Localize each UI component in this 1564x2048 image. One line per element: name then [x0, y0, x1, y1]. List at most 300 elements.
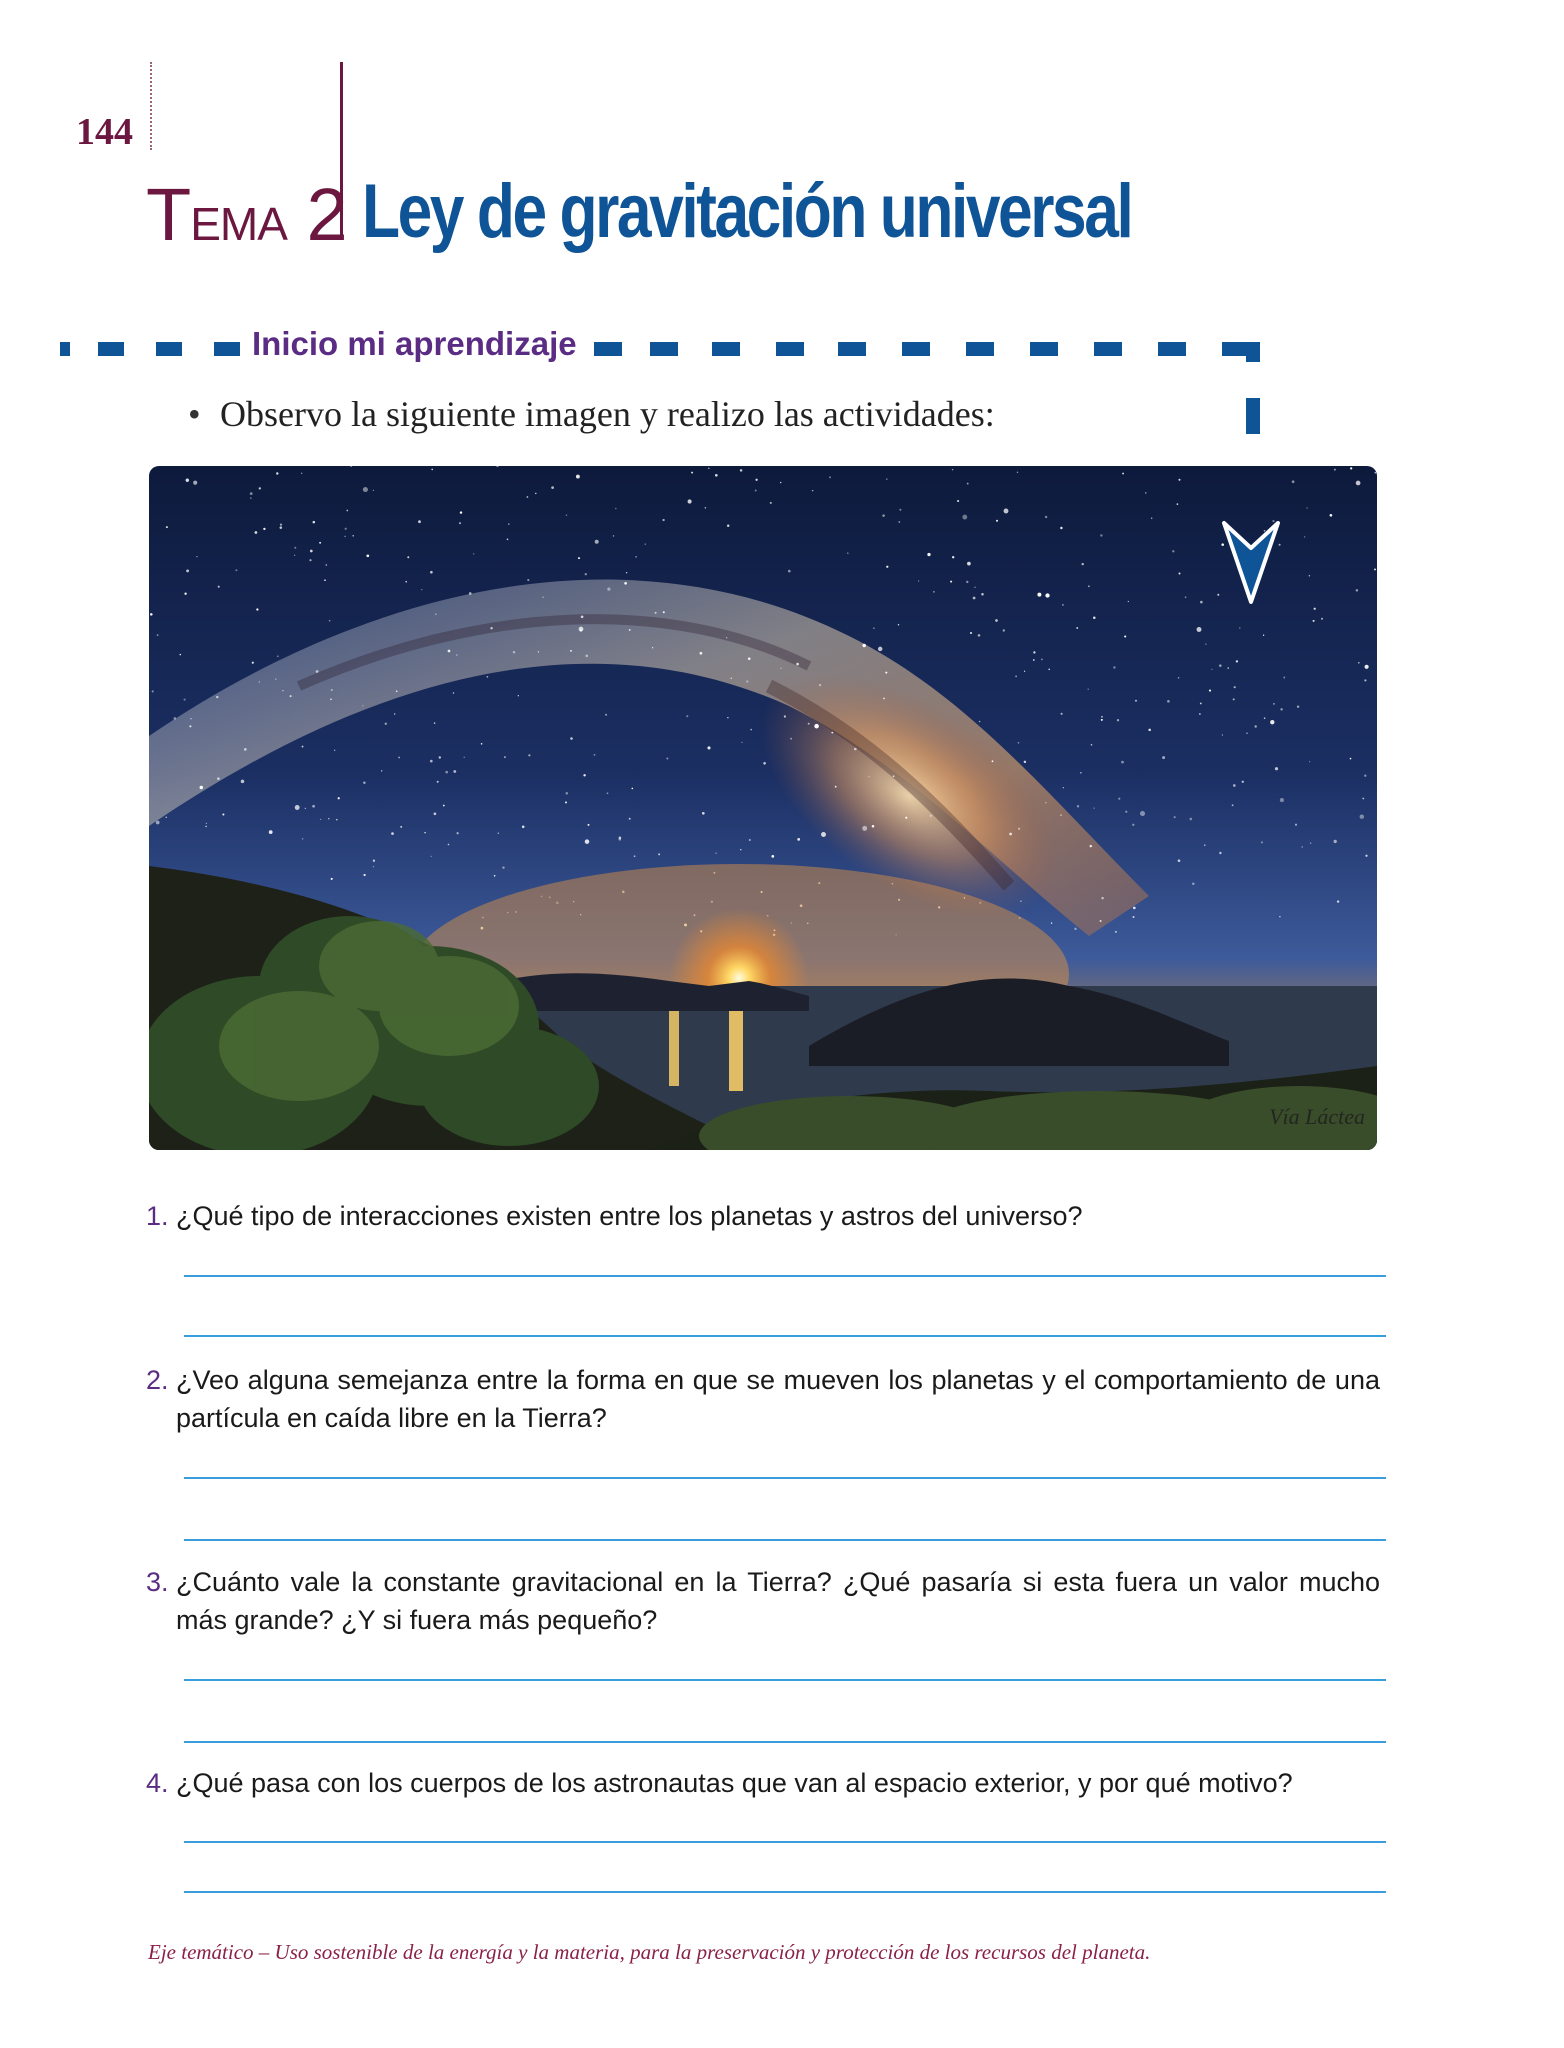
star	[1199, 713, 1201, 715]
milky-way-illustration	[149, 466, 1377, 1150]
star	[700, 652, 703, 655]
star	[686, 715, 688, 717]
star	[1018, 742, 1020, 744]
star	[1024, 671, 1025, 672]
star	[352, 535, 354, 537]
star	[878, 647, 882, 651]
star	[1234, 686, 1236, 688]
star	[275, 678, 276, 679]
star	[1297, 705, 1299, 707]
star	[780, 482, 782, 484]
star	[157, 634, 159, 636]
star	[551, 486, 554, 489]
star	[366, 554, 369, 557]
star	[216, 696, 218, 698]
answer-line[interactable]	[184, 1841, 1386, 1843]
star	[731, 677, 733, 679]
star	[464, 757, 465, 758]
star	[1151, 518, 1152, 519]
dash-segment	[1246, 342, 1260, 362]
dash-segment	[594, 342, 622, 356]
star	[513, 651, 515, 653]
star	[1033, 651, 1035, 653]
star	[1004, 509, 1009, 514]
star	[1093, 616, 1096, 619]
star	[588, 824, 590, 826]
star	[434, 722, 435, 723]
bullet: •	[188, 394, 201, 434]
star	[624, 582, 627, 585]
star	[391, 832, 394, 835]
star	[978, 634, 981, 637]
star	[957, 500, 959, 502]
star	[658, 853, 660, 855]
question-number: 4.	[146, 1768, 169, 1798]
star	[755, 479, 757, 481]
star	[1094, 808, 1095, 809]
star	[594, 754, 596, 756]
star	[1295, 824, 1297, 826]
star	[1088, 585, 1090, 587]
star	[1189, 818, 1192, 821]
star	[1017, 472, 1018, 473]
star	[1233, 698, 1235, 700]
star	[319, 542, 321, 544]
star	[1179, 573, 1181, 575]
star	[453, 770, 456, 773]
question-text: ¿Cuánto vale la constante gravitacional en la Tierra? ¿Qué pasaría si esta fuera un valor mucho más grande? ¿Y si fuera más pequeño?	[176, 1567, 1380, 1635]
topic-title: Ley de gravitación universal	[362, 169, 1132, 254]
star	[727, 525, 729, 527]
star	[1197, 627, 1202, 632]
dash-segment	[98, 342, 124, 356]
star	[979, 721, 981, 723]
star	[1060, 527, 1062, 529]
tema-label	[146, 173, 347, 261]
star	[1091, 744, 1093, 746]
star	[1113, 666, 1115, 668]
star	[973, 597, 976, 600]
star	[918, 580, 919, 581]
star	[206, 823, 207, 824]
star	[808, 723, 810, 725]
star	[1076, 627, 1078, 629]
star	[527, 579, 529, 581]
section-title: Inicio mi aprendizaje	[252, 325, 577, 362]
star	[585, 573, 587, 575]
star	[585, 839, 590, 844]
star	[487, 676, 489, 678]
star	[507, 538, 509, 540]
star	[250, 497, 252, 499]
question-text: ¿Qué pasa con los cuerpos de los astronautas que van al espacio exterior, y por qué motivo?	[176, 1768, 1293, 1798]
star	[398, 757, 400, 759]
star	[835, 786, 837, 788]
star	[152, 690, 154, 692]
star	[1360, 814, 1364, 818]
star	[174, 717, 177, 720]
star	[883, 697, 885, 699]
star	[748, 657, 751, 660]
answer-line[interactable]	[184, 1275, 1386, 1277]
star	[691, 472, 693, 474]
star	[1177, 503, 1179, 505]
star	[186, 570, 189, 573]
star	[1261, 841, 1263, 843]
star	[707, 746, 710, 749]
star	[180, 654, 181, 655]
star	[1365, 665, 1369, 669]
star	[1239, 627, 1241, 629]
star	[749, 839, 751, 841]
question-text: ¿Veo alguna semejanza entre la forma en que se mueven los planetas y el comportamiento de una partícula en caída libre en la Tierra?	[176, 1365, 1380, 1433]
star	[336, 819, 338, 821]
star	[962, 515, 967, 520]
answer-line[interactable]	[184, 1539, 1386, 1541]
star	[363, 874, 365, 876]
star	[1063, 787, 1064, 788]
star	[316, 670, 319, 673]
star	[1101, 897, 1103, 899]
star	[702, 812, 705, 815]
star	[330, 698, 332, 700]
star	[967, 483, 969, 485]
star	[898, 624, 899, 625]
star	[1167, 700, 1170, 703]
question-number: 1.	[146, 1201, 169, 1231]
star	[1219, 852, 1221, 854]
star	[1314, 608, 1316, 610]
star	[771, 855, 774, 858]
question-4	[146, 1764, 1386, 1802]
answer-line[interactable]	[184, 1477, 1386, 1479]
answer-line[interactable]	[184, 1891, 1386, 1893]
star	[796, 663, 799, 666]
star	[460, 511, 462, 513]
star	[1334, 840, 1337, 843]
star	[1018, 828, 1020, 830]
star	[1200, 601, 1203, 604]
star	[1088, 689, 1089, 690]
star	[726, 637, 727, 638]
star	[1334, 469, 1336, 471]
star	[344, 536, 346, 538]
star	[1082, 563, 1084, 565]
star	[437, 781, 439, 783]
star	[1135, 700, 1137, 702]
star	[1061, 713, 1063, 715]
star	[302, 838, 304, 840]
star	[629, 818, 631, 820]
star	[166, 526, 168, 528]
star	[565, 801, 567, 803]
star	[770, 502, 772, 504]
star	[655, 612, 657, 614]
star	[166, 817, 167, 818]
star	[498, 833, 499, 834]
star	[821, 832, 826, 837]
star	[740, 469, 743, 472]
star	[373, 490, 374, 491]
star	[1015, 676, 1017, 678]
star	[448, 844, 450, 846]
star	[290, 695, 292, 697]
star	[615, 508, 617, 510]
page-number-rule	[150, 62, 152, 150]
tema-rest: EMA	[190, 198, 287, 250]
answer-line[interactable]	[184, 1741, 1386, 1743]
star	[1209, 690, 1211, 692]
question-number: 3.	[146, 1567, 169, 1597]
star	[629, 629, 631, 631]
star	[1020, 901, 1021, 902]
star	[727, 717, 728, 718]
star	[1350, 467, 1352, 469]
star	[156, 821, 160, 825]
star	[1062, 604, 1064, 606]
star	[784, 715, 786, 717]
star	[363, 487, 368, 492]
star	[708, 467, 710, 469]
dash-segment	[1158, 342, 1186, 356]
dash-segment	[1030, 342, 1058, 356]
star	[1304, 536, 1306, 538]
star	[862, 826, 867, 831]
star	[431, 469, 433, 471]
star	[715, 852, 716, 853]
star	[235, 569, 237, 571]
star	[1358, 662, 1360, 664]
star	[829, 476, 831, 478]
star	[1283, 677, 1285, 679]
star	[1337, 900, 1339, 902]
star	[1074, 928, 1076, 930]
star	[873, 628, 874, 629]
page-number: 144	[76, 111, 133, 153]
star	[1301, 846, 1303, 848]
star	[1275, 767, 1278, 770]
star	[294, 547, 296, 549]
star	[1279, 916, 1281, 918]
star	[688, 499, 692, 503]
star	[329, 620, 331, 622]
star	[741, 742, 742, 743]
star	[586, 655, 589, 658]
star	[217, 777, 220, 780]
star	[898, 521, 900, 523]
star	[457, 832, 459, 834]
star	[595, 540, 599, 544]
star	[570, 737, 573, 740]
star	[1263, 635, 1264, 636]
star	[1306, 507, 1307, 508]
star	[1124, 635, 1126, 637]
star	[1090, 845, 1092, 847]
star	[222, 813, 224, 815]
star	[528, 754, 530, 756]
question-1	[146, 1197, 1386, 1235]
star	[430, 760, 433, 763]
star	[469, 592, 472, 595]
star	[1364, 679, 1366, 681]
star	[634, 855, 636, 857]
star	[396, 690, 398, 692]
star	[331, 878, 333, 880]
star	[1313, 620, 1315, 622]
star	[443, 805, 445, 807]
star	[662, 519, 664, 521]
star	[967, 562, 971, 566]
star	[1041, 659, 1043, 661]
star	[394, 713, 395, 714]
star	[950, 581, 952, 583]
star	[522, 825, 525, 828]
star	[538, 651, 539, 652]
star	[252, 662, 254, 664]
star	[1350, 758, 1352, 760]
star	[1132, 916, 1134, 918]
star	[502, 866, 504, 868]
star	[435, 614, 436, 615]
star	[1232, 804, 1234, 806]
star	[277, 655, 279, 657]
star	[445, 771, 448, 774]
answer-line[interactable]	[184, 1335, 1386, 1337]
star	[276, 472, 278, 474]
star	[872, 825, 875, 828]
star	[421, 589, 422, 590]
star	[966, 581, 968, 583]
star	[607, 792, 609, 794]
star	[255, 531, 258, 534]
star	[1045, 593, 1049, 597]
star	[1242, 781, 1244, 783]
star	[280, 526, 283, 529]
star	[200, 786, 203, 789]
star	[788, 570, 791, 573]
star	[1121, 761, 1124, 764]
star	[184, 593, 186, 595]
dash-segment	[966, 342, 994, 356]
star	[1033, 659, 1035, 661]
answer-line[interactable]	[184, 1679, 1386, 1681]
star	[1100, 534, 1102, 536]
instruction	[188, 393, 995, 435]
star	[1100, 920, 1102, 922]
star	[295, 805, 300, 810]
star	[190, 718, 191, 719]
star	[578, 557, 580, 559]
star	[1365, 855, 1367, 857]
star	[481, 743, 483, 745]
star	[193, 481, 197, 485]
star	[1101, 719, 1103, 721]
star	[862, 644, 865, 647]
star	[1178, 677, 1180, 679]
star	[952, 556, 954, 558]
star	[663, 611, 665, 613]
star	[566, 514, 567, 515]
star	[407, 556, 409, 558]
star	[1162, 756, 1165, 759]
star	[1273, 703, 1275, 705]
dash-segment	[1246, 398, 1260, 434]
star	[527, 496, 529, 498]
star	[1309, 575, 1310, 576]
star	[328, 818, 329, 819]
star	[1148, 729, 1151, 732]
star	[250, 492, 253, 495]
tema-number: 2	[306, 173, 347, 256]
star	[854, 748, 857, 751]
star	[310, 550, 313, 553]
star	[1178, 859, 1181, 862]
star	[430, 571, 433, 574]
star	[705, 507, 707, 509]
star	[1048, 669, 1049, 670]
footer-eje-tematico: Eje temático – Uso sostenible de la energía y la materia, para la preservación y protección de los recursos del planeta.	[148, 1940, 1151, 1964]
star	[1101, 716, 1103, 718]
star	[1310, 843, 1311, 844]
star	[1077, 805, 1079, 807]
star	[666, 758, 668, 760]
star	[400, 826, 402, 828]
star	[518, 695, 519, 696]
star	[1364, 775, 1366, 777]
star	[280, 524, 282, 526]
star	[302, 746, 304, 748]
star	[346, 510, 348, 512]
star	[626, 572, 627, 573]
star	[1132, 824, 1134, 826]
star	[543, 597, 544, 598]
star	[1222, 734, 1223, 735]
star	[313, 521, 316, 524]
star	[607, 588, 610, 591]
star	[150, 613, 153, 616]
star	[184, 699, 186, 701]
star	[1362, 798, 1364, 800]
dash-segment	[776, 342, 804, 356]
star	[1045, 516, 1047, 518]
star	[424, 832, 426, 834]
star	[418, 520, 421, 523]
star	[930, 815, 932, 817]
star	[631, 788, 633, 790]
star	[886, 478, 887, 479]
star	[570, 650, 572, 652]
star	[269, 830, 273, 834]
star	[309, 559, 311, 561]
star	[282, 690, 283, 691]
star	[927, 553, 930, 556]
star	[1233, 784, 1236, 787]
star	[1219, 664, 1222, 667]
star	[996, 520, 998, 522]
star	[635, 556, 636, 557]
star	[981, 593, 984, 596]
star	[893, 775, 895, 777]
star	[294, 555, 295, 556]
star	[1246, 732, 1247, 733]
star	[899, 509, 901, 511]
photo-caption: Vía Láctea	[1269, 1104, 1365, 1129]
star	[1174, 816, 1176, 818]
star	[1024, 761, 1026, 763]
star	[763, 762, 766, 765]
star	[740, 849, 741, 850]
star	[1292, 480, 1295, 483]
